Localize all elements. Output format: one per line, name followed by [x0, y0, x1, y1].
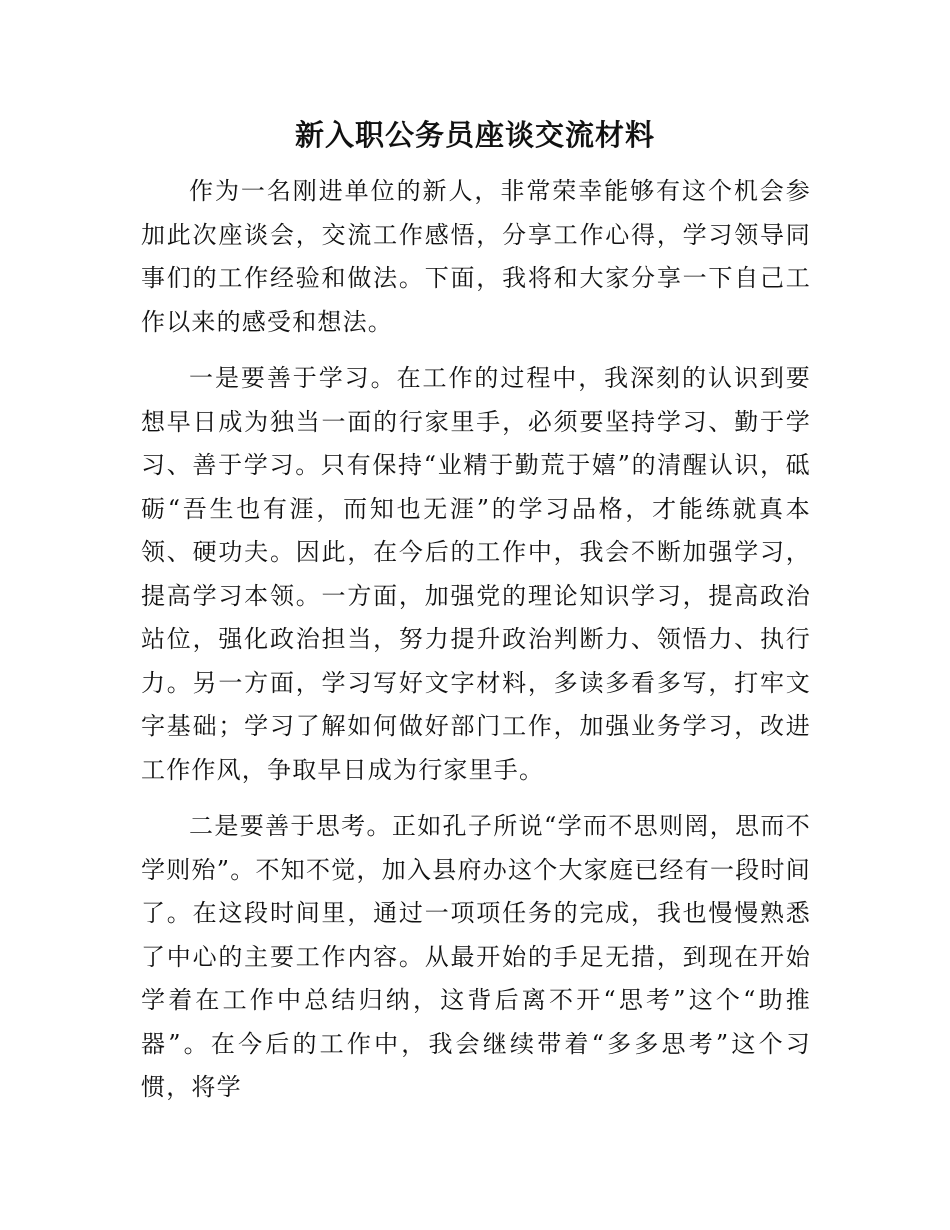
paragraph-learning: 一是要善于学习。在工作的过程中，我深刻的认识到要想早日成为独当一面的行家里手，必须要坚持学习、勤于学习、善于学习。只有保持“业精于勤荒于嬉”的清醒认识，砥砺“吾生也有涯，而知也无涯”的学习品格，才能练就真本领、硬功夫。因此，在今后的工作中，我会不断加强学习，提高学习本领。一方面，加强党的理论知识学习，提高政治站位，强化政治担当，努力提升政治判断力、领悟力、执行力。另一方面，学习写好文字材料，多读多看多写，打牢文字基础；学习了解如何做好部门工作，加强业务学习，改进工作作风，争取早日成为行家里手。 — [141, 364, 811, 784]
document-title: 新入职公务员座谈交流材料 — [294, 118, 655, 152]
paragraph-intro: 作为一名刚进单位的新人，非常荣幸能够有这个机会参加此次座谈会，交流工作感悟，分享工作心得，学习领导同事们的工作经验和做法。下面，我将和大家分享一下自己工作以来的感受和想法。 — [141, 177, 811, 336]
paragraph-thinking: 二是要善于思考。正如孔子所说“学而不思则罔，思而不学则殆”。不知不觉，加入县府办这个大家庭已经有一段时间了。在这段时间里，通过一项项任务的完成，我也慢慢熟悉了中心的主要工作内容。从最开始的手足无措，到现在开始学着在工作中总结归纳，这背后离不开“思考”这个“助推器”。在今后的工作中，我会继续带着“多多思考”这个习惯，将学 — [141, 812, 811, 1101]
document-body — [141, 170, 811, 1123]
